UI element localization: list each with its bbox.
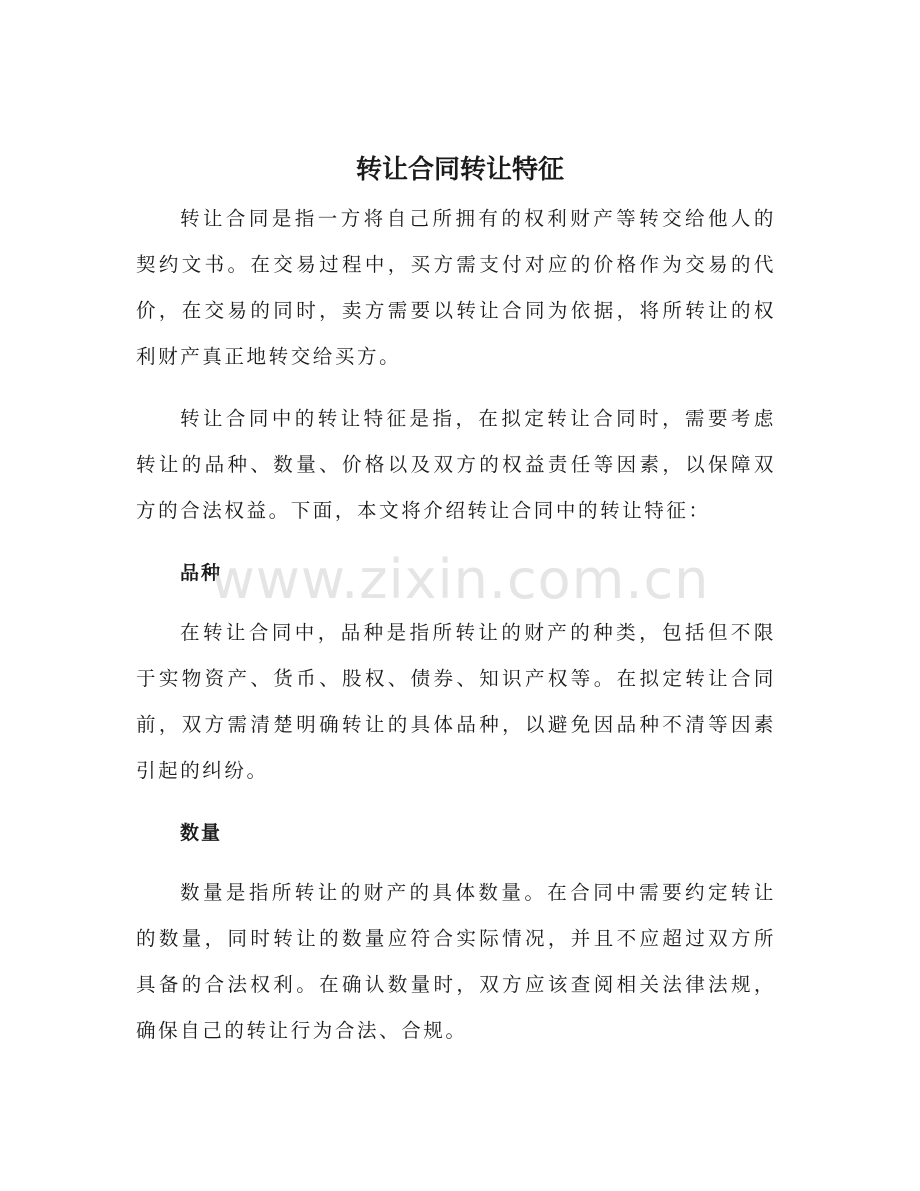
document-title: 转让合同转让特征 <box>355 155 564 185</box>
section-heading-variety: 品种 <box>180 562 223 584</box>
paragraph-quantity: 数量是指所转让的财产的具体数量。在合同中需要约定转让的数量，同时转让的数量应符合实际情况，并且不应超过双方所具备的合法权利。在确认数量时，双方应该查阅相关法律法规，确保自己的转让行为合法、合规。 <box>136 881 776 1042</box>
document-body <box>136 196 776 1070</box>
paragraph-intro: 转让合同是指一方将自己所拥有的权利财产等转交给他人的契约文书。在交易过程中，买方需支付对应的价格作为交易的代价，在交易的同时，卖方需要以转让合同为依据，将所转让的权利财产真正地转交给买方。 <box>136 207 776 368</box>
paragraph-variety: 在转让合同中，品种是指所转让的财产的种类，包括但不限于实物资产、货币、股权、债券、知识产权等。在拟定转让合同前，双方需清楚明确转让的具体品种，以避免因品种不清等因素引起的纠纷。 <box>136 621 776 782</box>
section-heading-quantity: 数量 <box>180 822 223 844</box>
paragraph-features: 转让合同中的转让特征是指，在拟定转让合同时，需要考虑转让的品种、数量、价格以及双方的权益责任等因素，以保障双方的合法权益。下面，本文将介绍转让合同中的转让特征： <box>136 407 776 522</box>
watermark: www.zixin.com.cn <box>210 548 710 611</box>
